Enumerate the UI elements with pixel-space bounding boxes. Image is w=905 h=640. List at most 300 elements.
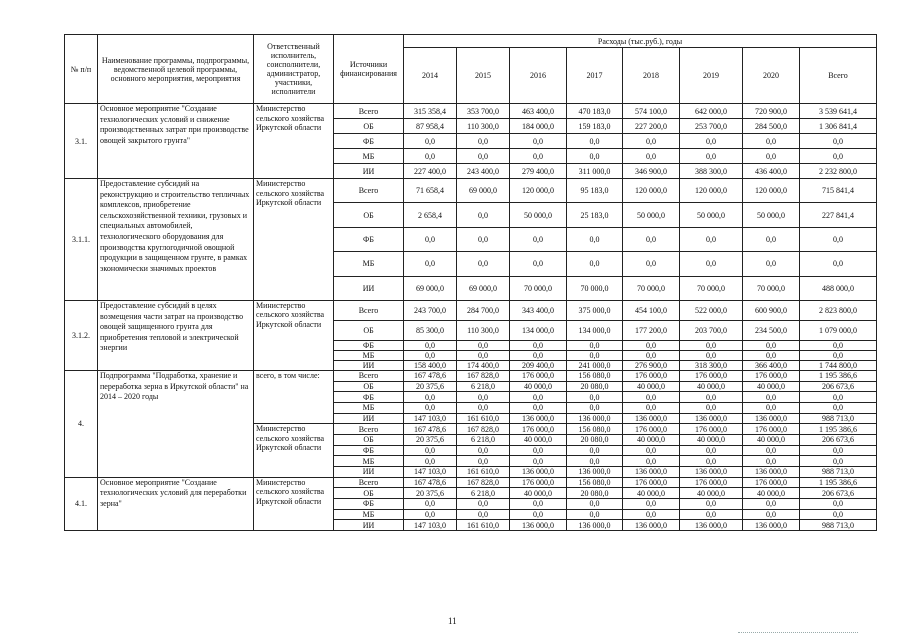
amount-year: 0,0 — [510, 252, 567, 276]
amount-year: 0,0 — [567, 392, 623, 403]
amount-total: 0,0 — [800, 403, 877, 414]
funding-source: МБ — [334, 403, 404, 414]
funding-source: МБ — [334, 149, 404, 164]
amount-year: 0,0 — [404, 227, 457, 251]
amount-year: 0,0 — [404, 134, 457, 149]
amount-year: 276 900,0 — [623, 360, 680, 370]
amount-year: 40 000,0 — [743, 381, 800, 392]
amount-year: 0,0 — [404, 445, 457, 456]
budget-table-sheet — [64, 34, 876, 531]
amount-year: 0,0 — [623, 252, 680, 276]
amount-year: 177 200,0 — [623, 320, 680, 340]
amount-year: 40 000,0 — [510, 488, 567, 499]
amount-year: 70 000,0 — [680, 276, 743, 300]
amount-year: 6 218,0 — [457, 381, 510, 392]
amount-year: 0,0 — [457, 134, 510, 149]
amount-year: 120 000,0 — [510, 179, 567, 203]
amount-year: 0,0 — [743, 227, 800, 251]
amount-year: 0,0 — [623, 134, 680, 149]
amount-total: 0,0 — [800, 134, 877, 149]
amount-year: 0,0 — [567, 227, 623, 251]
amount-year: 167 828,0 — [457, 477, 510, 488]
amount-year: 0,0 — [567, 445, 623, 456]
amount-year: 25 183,0 — [567, 203, 623, 227]
amount-year: 174 400,0 — [457, 360, 510, 370]
amount-year: 0,0 — [404, 149, 457, 164]
amount-total: 206 673,6 — [800, 435, 877, 446]
header-num: № п/п — [65, 35, 98, 104]
amount-year: 0,0 — [743, 456, 800, 467]
amount-year: 0,0 — [623, 340, 680, 350]
funding-source: МБ — [334, 252, 404, 276]
amount-year: 0,0 — [510, 350, 567, 360]
amount-total: 0,0 — [800, 445, 877, 456]
amount-total: 488 000,0 — [800, 276, 877, 300]
funding-source: ФБ — [334, 445, 404, 456]
responsible-executor: всего, в том числе: — [254, 370, 334, 423]
amount-year: 136 000,0 — [623, 467, 680, 478]
amount-year: 167 828,0 — [457, 424, 510, 435]
funding-source: ИИ — [334, 360, 404, 370]
amount-total: 1 195 386,6 — [800, 424, 877, 435]
amount-total: 0,0 — [800, 392, 877, 403]
amount-year: 642 000,0 — [680, 104, 743, 119]
amount-year: 0,0 — [457, 149, 510, 164]
amount-total: 988 713,0 — [800, 467, 877, 478]
amount-year: 136 000,0 — [623, 413, 680, 424]
funding-source: Всего — [334, 370, 404, 381]
amount-year: 203 700,0 — [680, 320, 743, 340]
amount-year: 0,0 — [457, 252, 510, 276]
amount-year: 346 900,0 — [623, 164, 680, 179]
amount-year: 0,0 — [567, 252, 623, 276]
header-total: Всего — [800, 48, 877, 104]
amount-year: 454 100,0 — [623, 300, 680, 320]
funding-source: Всего — [334, 424, 404, 435]
table-row — [65, 179, 877, 203]
amount-year: 0,0 — [567, 509, 623, 520]
amount-total: 0,0 — [800, 149, 877, 164]
amount-year: 176 000,0 — [680, 370, 743, 381]
amount-year: 0,0 — [457, 403, 510, 414]
amount-year: 574 100,0 — [623, 104, 680, 119]
amount-year: 0,0 — [743, 252, 800, 276]
amount-year: 87 958,4 — [404, 119, 457, 134]
amount-year: 110 300,0 — [457, 119, 510, 134]
amount-total: 1 744 800,0 — [800, 360, 877, 370]
amount-year: 0,0 — [623, 227, 680, 251]
program-name: Подпрограмма "Подработка, хранение и переработка зерна в Иркутской области" на 2014 – 2020 годы — [98, 370, 254, 477]
amount-year: 69 000,0 — [404, 276, 457, 300]
program-name: Предоставление субсидий на реконструкцию и строительство тепличных комплексов, приобретение сельскохозяйственной техники, грузовых и специальных автомобилей, технологического оборудования для производства круглогодичной овощной продукции в защищенном грунте, в рамках экономически значимых проектов — [98, 179, 254, 301]
header-year: 2017 — [567, 48, 623, 104]
amount-year: 343 400,0 — [510, 300, 567, 320]
amount-year: 159 183,0 — [567, 119, 623, 134]
amount-total: 206 673,6 — [800, 381, 877, 392]
amount-year: 136 000,0 — [680, 413, 743, 424]
amount-year: 0,0 — [743, 134, 800, 149]
amount-year: 176 000,0 — [510, 370, 567, 381]
program-name: Предоставление субсидий в целях возмещения части затрат на производство овощей защищенного грунта для приобретения тепловой и электрической энергии — [98, 300, 254, 370]
amount-year: 50 000,0 — [743, 203, 800, 227]
amount-year: 0,0 — [404, 403, 457, 414]
amount-year: 184 000,0 — [510, 119, 567, 134]
amount-year: 0,0 — [457, 340, 510, 350]
funding-source: Всего — [334, 300, 404, 320]
amount-year: 318 300,0 — [680, 360, 743, 370]
amount-year: 0,0 — [743, 445, 800, 456]
amount-year: 50 000,0 — [623, 203, 680, 227]
amount-year: 0,0 — [623, 509, 680, 520]
amount-total: 3 539 641,4 — [800, 104, 877, 119]
header-year: 2020 — [743, 48, 800, 104]
amount-year: 0,0 — [743, 403, 800, 414]
amount-year: 176 000,0 — [743, 424, 800, 435]
amount-total: 715 841,4 — [800, 179, 877, 203]
amount-year: 161 610,0 — [457, 520, 510, 531]
amount-year: 600 900,0 — [743, 300, 800, 320]
amount-year: 0,0 — [457, 392, 510, 403]
amount-year: 0,0 — [680, 350, 743, 360]
amount-total: 0,0 — [800, 456, 877, 467]
amount-year: 70 000,0 — [510, 276, 567, 300]
amount-year: 284 500,0 — [743, 119, 800, 134]
amount-year: 70 000,0 — [567, 276, 623, 300]
amount-year: 40 000,0 — [743, 488, 800, 499]
amount-year: 0,0 — [510, 499, 567, 510]
amount-total: 0,0 — [800, 340, 877, 350]
amount-year: 0,0 — [680, 456, 743, 467]
responsible-executor: Министерство сельского хозяйства Иркутской области — [254, 104, 334, 179]
amount-year: 147 103,0 — [404, 413, 457, 424]
amount-year: 0,0 — [680, 134, 743, 149]
responsible-executor: Министерство сельского хозяйства Иркутской области — [254, 424, 334, 477]
amount-year: 0,0 — [404, 456, 457, 467]
amount-year: 20 080,0 — [567, 488, 623, 499]
amount-total: 1 195 386,6 — [800, 370, 877, 381]
amount-year: 70 000,0 — [623, 276, 680, 300]
amount-year: 40 000,0 — [623, 435, 680, 446]
amount-year: 279 400,0 — [510, 164, 567, 179]
amount-year: 176 000,0 — [680, 424, 743, 435]
header-responsible: Ответственный исполнитель, соисполнители, администратор, участники, исполнители — [254, 35, 334, 104]
amount-year: 176 000,0 — [623, 424, 680, 435]
table-row — [65, 300, 877, 320]
amount-total: 0,0 — [800, 227, 877, 251]
amount-year: 0,0 — [510, 227, 567, 251]
amount-year: 40 000,0 — [510, 381, 567, 392]
amount-year: 136 000,0 — [510, 520, 567, 531]
amount-year: 120 000,0 — [743, 179, 800, 203]
amount-total: 1 195 386,6 — [800, 477, 877, 488]
amount-year: 167 478,6 — [404, 424, 457, 435]
amount-year: 388 300,0 — [680, 164, 743, 179]
amount-year: 161 610,0 — [457, 467, 510, 478]
amount-year: 136 000,0 — [743, 413, 800, 424]
amount-year: 0,0 — [567, 340, 623, 350]
amount-year: 234 500,0 — [743, 320, 800, 340]
amount-total: 2 823 800,0 — [800, 300, 877, 320]
funding-source: МБ — [334, 350, 404, 360]
funding-source: ОБ — [334, 320, 404, 340]
funding-source: ИИ — [334, 276, 404, 300]
amount-year: 227 400,0 — [404, 164, 457, 179]
amount-year: 0,0 — [743, 149, 800, 164]
amount-year: 69 000,0 — [457, 179, 510, 203]
amount-year: 176 000,0 — [510, 477, 567, 488]
amount-year: 136 000,0 — [510, 467, 567, 478]
amount-year: 167 478,6 — [404, 370, 457, 381]
header-source: Источники финансирования — [334, 35, 404, 104]
amount-year: 0,0 — [510, 392, 567, 403]
funding-source: Всего — [334, 477, 404, 488]
amount-year: 50 000,0 — [680, 203, 743, 227]
header-expenses: Расходы (тыс.руб.), годы — [404, 35, 877, 48]
amount-year: 0,0 — [743, 340, 800, 350]
amount-year: 0,0 — [680, 252, 743, 276]
amount-year: 134 000,0 — [567, 320, 623, 340]
amount-year: 136 000,0 — [567, 413, 623, 424]
funding-source: Всего — [334, 104, 404, 119]
amount-year: 311 000,0 — [567, 164, 623, 179]
amount-year: 0,0 — [743, 350, 800, 360]
amount-year: 136 000,0 — [743, 520, 800, 531]
amount-year: 0,0 — [567, 499, 623, 510]
funding-source: ИИ — [334, 520, 404, 531]
amount-year: 0,0 — [680, 149, 743, 164]
amount-year: 85 300,0 — [404, 320, 457, 340]
amount-year: 522 000,0 — [680, 300, 743, 320]
amount-year: 50 000,0 — [510, 203, 567, 227]
funding-source: ИИ — [334, 413, 404, 424]
amount-year: 0,0 — [457, 203, 510, 227]
amount-year: 0,0 — [680, 445, 743, 456]
amount-year: 0,0 — [623, 499, 680, 510]
row-number: 4. — [65, 370, 98, 477]
amount-year: 0,0 — [404, 340, 457, 350]
row-number: 3.1. — [65, 104, 98, 179]
funding-source: ОБ — [334, 119, 404, 134]
amount-total: 206 673,6 — [800, 488, 877, 499]
funding-source: ИИ — [334, 164, 404, 179]
table-body — [65, 104, 877, 531]
amount-year: 95 183,0 — [567, 179, 623, 203]
amount-year: 0,0 — [623, 456, 680, 467]
amount-year: 71 658,4 — [404, 179, 457, 203]
header-year: 2018 — [623, 48, 680, 104]
amount-year: 120 000,0 — [623, 179, 680, 203]
funding-source: ФБ — [334, 499, 404, 510]
amount-year: 0,0 — [510, 509, 567, 520]
amount-year: 176 000,0 — [510, 424, 567, 435]
header-year: 2016 — [510, 48, 567, 104]
amount-year: 315 358,4 — [404, 104, 457, 119]
amount-year: 40 000,0 — [680, 381, 743, 392]
responsible-executor: Министерство сельского хозяйства Иркутской области — [254, 179, 334, 301]
amount-total: 0,0 — [800, 499, 877, 510]
amount-year: 720 900,0 — [743, 104, 800, 119]
amount-year: 20 375,6 — [404, 435, 457, 446]
program-name: Основное мероприятие "Создание технологических условий и снижение производственных затрат при производстве овощей закрытого грунта" — [98, 104, 254, 179]
amount-year: 176 000,0 — [623, 370, 680, 381]
responsible-executor: Министерство сельского хозяйства Иркутской области — [254, 477, 334, 530]
amount-year: 158 400,0 — [404, 360, 457, 370]
amount-total: 1 306 841,4 — [800, 119, 877, 134]
amount-year: 0,0 — [680, 509, 743, 520]
amount-year: 375 000,0 — [567, 300, 623, 320]
amount-year: 0,0 — [743, 392, 800, 403]
amount-year: 120 000,0 — [680, 179, 743, 203]
amount-year: 176 000,0 — [743, 370, 800, 381]
amount-year: 0,0 — [567, 149, 623, 164]
amount-year: 40 000,0 — [680, 488, 743, 499]
amount-year: 0,0 — [404, 509, 457, 520]
amount-total: 1 079 000,0 — [800, 320, 877, 340]
amount-year: 40 000,0 — [743, 435, 800, 446]
funding-source: ОБ — [334, 488, 404, 499]
amount-year: 110 300,0 — [457, 320, 510, 340]
funding-source: МБ — [334, 509, 404, 520]
amount-year: 0,0 — [510, 445, 567, 456]
amount-year: 20 080,0 — [567, 381, 623, 392]
amount-year: 0,0 — [404, 392, 457, 403]
amount-year: 0,0 — [510, 403, 567, 414]
amount-year: 0,0 — [510, 134, 567, 149]
amount-total: 227 841,4 — [800, 203, 877, 227]
funding-source: Всего — [334, 179, 404, 203]
amount-year: 0,0 — [457, 456, 510, 467]
amount-year: 0,0 — [510, 149, 567, 164]
amount-year: 161 610,0 — [457, 413, 510, 424]
row-number: 3.1.1. — [65, 179, 98, 301]
amount-year: 0,0 — [680, 392, 743, 403]
amount-year: 136 000,0 — [680, 520, 743, 531]
amount-total: 0,0 — [800, 350, 877, 360]
amount-total: 2 232 800,0 — [800, 164, 877, 179]
amount-year: 20 375,6 — [404, 488, 457, 499]
amount-year: 136 000,0 — [567, 467, 623, 478]
amount-year: 0,0 — [743, 499, 800, 510]
amount-year: 0,0 — [457, 227, 510, 251]
amount-year: 366 400,0 — [743, 360, 800, 370]
funding-source: МБ — [334, 456, 404, 467]
amount-year: 0,0 — [457, 499, 510, 510]
amount-year: 6 218,0 — [457, 488, 510, 499]
amount-year: 20 080,0 — [567, 435, 623, 446]
amount-total: 988 713,0 — [800, 520, 877, 531]
amount-year: 284 700,0 — [457, 300, 510, 320]
amount-year: 0,0 — [567, 456, 623, 467]
amount-year: 0,0 — [457, 445, 510, 456]
scan-artifact — [738, 632, 858, 639]
amount-year: 243 400,0 — [457, 164, 510, 179]
amount-year: 0,0 — [510, 456, 567, 467]
amount-year: 136 000,0 — [567, 520, 623, 531]
amount-year: 0,0 — [623, 350, 680, 360]
amount-year: 6 218,0 — [457, 435, 510, 446]
amount-year: 0,0 — [623, 445, 680, 456]
amount-year: 0,0 — [680, 227, 743, 251]
amount-total: 0,0 — [800, 252, 877, 276]
funding-source: ФБ — [334, 392, 404, 403]
amount-year: 0,0 — [567, 134, 623, 149]
amount-year: 147 103,0 — [404, 467, 457, 478]
header-year: 2019 — [680, 48, 743, 104]
funding-source: ИИ — [334, 467, 404, 478]
table-row — [65, 370, 877, 381]
amount-year: 20 375,6 — [404, 381, 457, 392]
amount-year: 176 000,0 — [623, 477, 680, 488]
funding-source: ФБ — [334, 227, 404, 251]
amount-year: 209 400,0 — [510, 360, 567, 370]
header-year: 2014 — [404, 48, 457, 104]
table-row — [65, 104, 877, 119]
amount-year: 0,0 — [404, 350, 457, 360]
amount-year: 0,0 — [623, 392, 680, 403]
amount-year: 0,0 — [743, 509, 800, 520]
amount-year: 70 000,0 — [743, 276, 800, 300]
amount-year: 0,0 — [404, 499, 457, 510]
amount-year: 436 400,0 — [743, 164, 800, 179]
responsible-executor: Министерство сельского хозяйства Иркутской области — [254, 300, 334, 370]
amount-year: 40 000,0 — [680, 435, 743, 446]
amount-year: 156 080,0 — [567, 477, 623, 488]
amount-year: 0,0 — [567, 403, 623, 414]
amount-year: 353 700,0 — [457, 104, 510, 119]
table-row — [65, 477, 877, 488]
amount-year: 167 478,6 — [404, 477, 457, 488]
amount-year: 136 000,0 — [743, 467, 800, 478]
amount-year: 470 183,0 — [567, 104, 623, 119]
amount-year: 0,0 — [680, 403, 743, 414]
amount-year: 167 828,0 — [457, 370, 510, 381]
amount-year: 40 000,0 — [510, 435, 567, 446]
amount-year: 0,0 — [510, 340, 567, 350]
amount-year: 0,0 — [623, 149, 680, 164]
amount-year: 463 400,0 — [510, 104, 567, 119]
budget-table — [64, 34, 877, 531]
amount-year: 136 000,0 — [680, 467, 743, 478]
amount-year: 69 000,0 — [457, 276, 510, 300]
amount-year: 147 103,0 — [404, 520, 457, 531]
amount-year: 2 658,4 — [404, 203, 457, 227]
header-year: 2015 — [457, 48, 510, 104]
funding-source: ФБ — [334, 134, 404, 149]
amount-total: 988 713,0 — [800, 413, 877, 424]
funding-source: ОБ — [334, 435, 404, 446]
amount-year: 0,0 — [457, 509, 510, 520]
amount-total: 0,0 — [800, 509, 877, 520]
amount-year: 0,0 — [623, 403, 680, 414]
row-number: 4.1. — [65, 477, 98, 530]
amount-year: 134 000,0 — [510, 320, 567, 340]
amount-year: 253 700,0 — [680, 119, 743, 134]
amount-year: 241 000,0 — [567, 360, 623, 370]
funding-source: ФБ — [334, 340, 404, 350]
amount-year: 40 000,0 — [623, 381, 680, 392]
amount-year: 243 700,0 — [404, 300, 457, 320]
amount-year: 40 000,0 — [623, 488, 680, 499]
amount-year: 136 000,0 — [510, 413, 567, 424]
program-name: Основное мероприятие "Создание технологических условий для переработки зерна" — [98, 477, 254, 530]
amount-year: 176 000,0 — [680, 477, 743, 488]
amount-year: 136 000,0 — [623, 520, 680, 531]
header-name: Наименование программы, подпрограммы, ведомственной целевой программы, основного мероприятия, мероприятия — [98, 35, 254, 104]
amount-year: 176 000,0 — [743, 477, 800, 488]
amount-year: 227 200,0 — [623, 119, 680, 134]
amount-year: 0,0 — [680, 499, 743, 510]
page-number: 11 — [448, 616, 457, 626]
